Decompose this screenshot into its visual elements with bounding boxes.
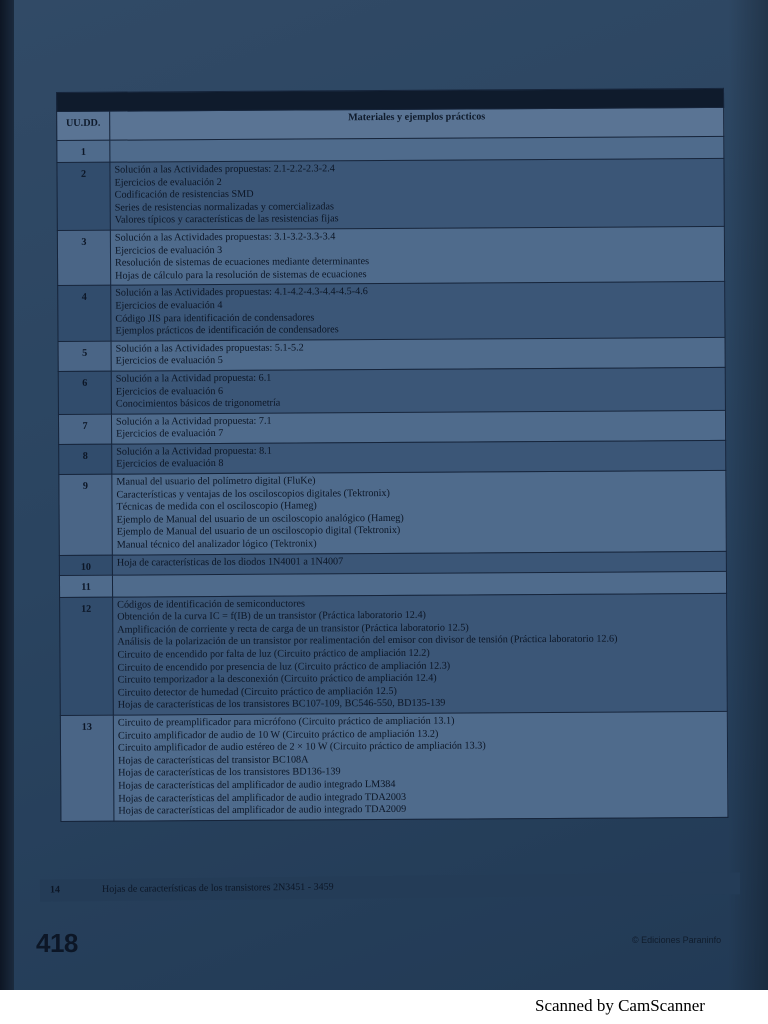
- publisher-credit: © Ediciones Paraninfo: [632, 935, 722, 945]
- unit-materials: [111, 410, 725, 444]
- material-item: Ejemplo de Manual del usuario de un osciloscopio digital (Tektronix): [116, 525, 401, 539]
- material-item: Solución a las Actividades propuestas: 4.1-4.2-4.3-4.4-4.5-4.6: [115, 286, 368, 299]
- material-item: Obtención de la curva IC = f(IB) de un transistor (Práctica laboratorio 12.4): [117, 609, 426, 623]
- material-item: Características y ventajas de los osciloscopios digitales (Tektronix): [116, 487, 390, 501]
- table-header-row: [57, 107, 724, 140]
- material-item: Valores típicos y características de las resistencias fijas: [114, 213, 339, 227]
- unit-number: 4: [58, 286, 111, 342]
- unit-materials: [111, 367, 725, 414]
- material-item: Circuito de preamplificador para micrófono (Circuito práctico de ampliación 13.1): [117, 715, 455, 729]
- material-item: Hojas de características del amplificador de audio integrado TDA2009: [118, 803, 407, 817]
- table-row: [60, 711, 728, 821]
- material-item: Código JIS para identificación de condensadores: [115, 311, 315, 325]
- table-row: [58, 282, 725, 341]
- unit-materials: [110, 226, 724, 285]
- table-row: [58, 367, 725, 414]
- page-number: 418: [36, 928, 78, 958]
- table-body: [57, 136, 728, 821]
- unit-number: 2: [57, 162, 110, 230]
- table-row: [57, 158, 724, 230]
- unit-number: 13: [60, 715, 114, 821]
- unit-materials: [110, 158, 724, 230]
- material-item: Ejercicios de evaluación 5: [115, 355, 223, 367]
- unit-materials: [112, 470, 726, 554]
- material-item: Hojas de características del amplificador de audio integrado LM384: [118, 778, 396, 792]
- unit-materials: [113, 593, 728, 715]
- table-row: [57, 226, 724, 285]
- unit-number: 10: [59, 555, 112, 575]
- material-item: Circuito amplificador de audio estéreo de 2 × 10 W (Circuito práctico de ampliación 13.3): [117, 740, 486, 754]
- material-item: Resolución de sistemas de ecuaciones mediante determinantes: [115, 256, 370, 269]
- material-item: Manual del usuario del polímetro digital (FluKe): [116, 475, 316, 488]
- page-fold-shadow: [728, 0, 768, 990]
- material-item: Codificación de resistencias SMD: [114, 188, 254, 201]
- material-item: Ejercicios de evaluación 6: [115, 385, 224, 398]
- material-item: Circuito amplificador de audio de 10 W (Circuito práctico de ampliación 13.2): [117, 728, 439, 742]
- material-item: Ejercicios de evaluación 4: [115, 299, 223, 312]
- material-item: Ejercicios de evaluación 3: [114, 244, 223, 257]
- unit-14-material: Hojas de características de los transistores 2N3451 - 3459: [101, 881, 334, 896]
- unit-number: 11: [59, 575, 112, 597]
- unit-materials: [111, 282, 725, 341]
- unit-materials: [111, 337, 725, 371]
- material-item: Solución a la Actividad propuesta: 7.1: [115, 415, 272, 428]
- material-item: Análisis de la polarización de un transistor por realimentación del emisor con divisor de tensión (Práctica laboratorio 12.6): [117, 633, 618, 649]
- table-row: [59, 440, 726, 474]
- unit-number: 8: [59, 444, 112, 475]
- material-item: Ejercicios de evaluación 2: [114, 176, 222, 189]
- unit-number: 3: [57, 230, 110, 286]
- material-item: Ejemplos prácticos de identificación de condensadores: [115, 324, 339, 337]
- material-item: Hoja de características de los diodos 1N4001 a 1N4007: [116, 555, 344, 569]
- material-item: Circuito de encendido por presencia de luz (Circuito práctico de ampliación 12.3): [117, 660, 451, 674]
- material-item: Técnicas de medida con el osciloscopio (Hameg): [116, 500, 317, 513]
- table-row: [58, 410, 725, 444]
- unit-column-header: UU.DD.: [57, 111, 110, 140]
- material-item: Hojas de características de los transistores BD136-139: [118, 766, 341, 779]
- unit-number-14: 14: [49, 884, 61, 896]
- material-item: Circuito detector de humedad (Circuito práctico de ampliación 12.5): [117, 685, 397, 699]
- material-item: Solución a la Actividad propuesta: 6.1: [115, 372, 272, 385]
- material-item: Códigos de identificación de semiconductores: [117, 598, 306, 611]
- material-item: Conocimientos básicos de trigonometría: [115, 397, 281, 410]
- table-row: [58, 337, 725, 371]
- material-item: Series de resistencias normalizadas y comercializadas: [114, 201, 334, 214]
- material-item: Circuito temporizador a la desconexión (Circuito práctico de ampliación 12.4): [117, 672, 437, 686]
- material-item: Solución a las Actividades propuestas: 2.1-2.2-2.3-2.4: [114, 163, 335, 176]
- material-item: Amplificación de corriente y recta de carga de un transistor (Práctica laboratorio 12.5): [117, 622, 469, 636]
- unit-number: 12: [60, 597, 114, 716]
- materials-column-header: Materiales y ejemplos prácticos: [110, 107, 724, 140]
- unit-number: 7: [58, 414, 111, 445]
- materials-table: [56, 88, 728, 822]
- material-item: Hojas de características del transistor BC108A: [118, 754, 309, 767]
- material-item: Solución a las Actividades propuestas: 5.1-5.2: [115, 342, 304, 355]
- unit-number: 9: [59, 474, 112, 555]
- unit-number: 1: [57, 140, 110, 162]
- table-row: [60, 593, 728, 715]
- scanner-watermark: Scanned by CamScanner: [535, 996, 705, 1015]
- material-item: Solución a las Actividades propuestas: 3.1-3.2-3.3-3.4: [114, 231, 336, 244]
- material-item: Circuito de encendido por falta de luz (Circuito práctico de ampliación 12.2): [117, 647, 430, 661]
- material-item: Hojas de cálculo para la resolución de sistemas de ecuaciones: [115, 268, 367, 282]
- material-item: Hojas de características de los transistores BC107-109, BC546-550, BD135-139: [117, 698, 446, 712]
- unit-number: 6: [58, 371, 111, 414]
- unit-number: 5: [58, 341, 111, 372]
- unit-materials: [112, 440, 726, 474]
- materials-table-container: [56, 88, 728, 822]
- material-item: Ejercicios de evaluación 7: [116, 428, 224, 440]
- table-row: [59, 470, 726, 555]
- material-item: Ejemplo de Manual del usuario de un osciloscopio analógico (Hameg): [116, 512, 404, 526]
- unit-materials: [113, 711, 728, 820]
- material-item: Hojas de características del amplificador de audio integrado TDA2003: [118, 791, 407, 805]
- material-item: Ejercicios de evaluación 8: [116, 458, 224, 471]
- material-item: Manual técnico del analizador lógico (Tektronix): [116, 538, 317, 551]
- material-item: Solución a la Actividad propuesta: 8.1: [116, 445, 272, 458]
